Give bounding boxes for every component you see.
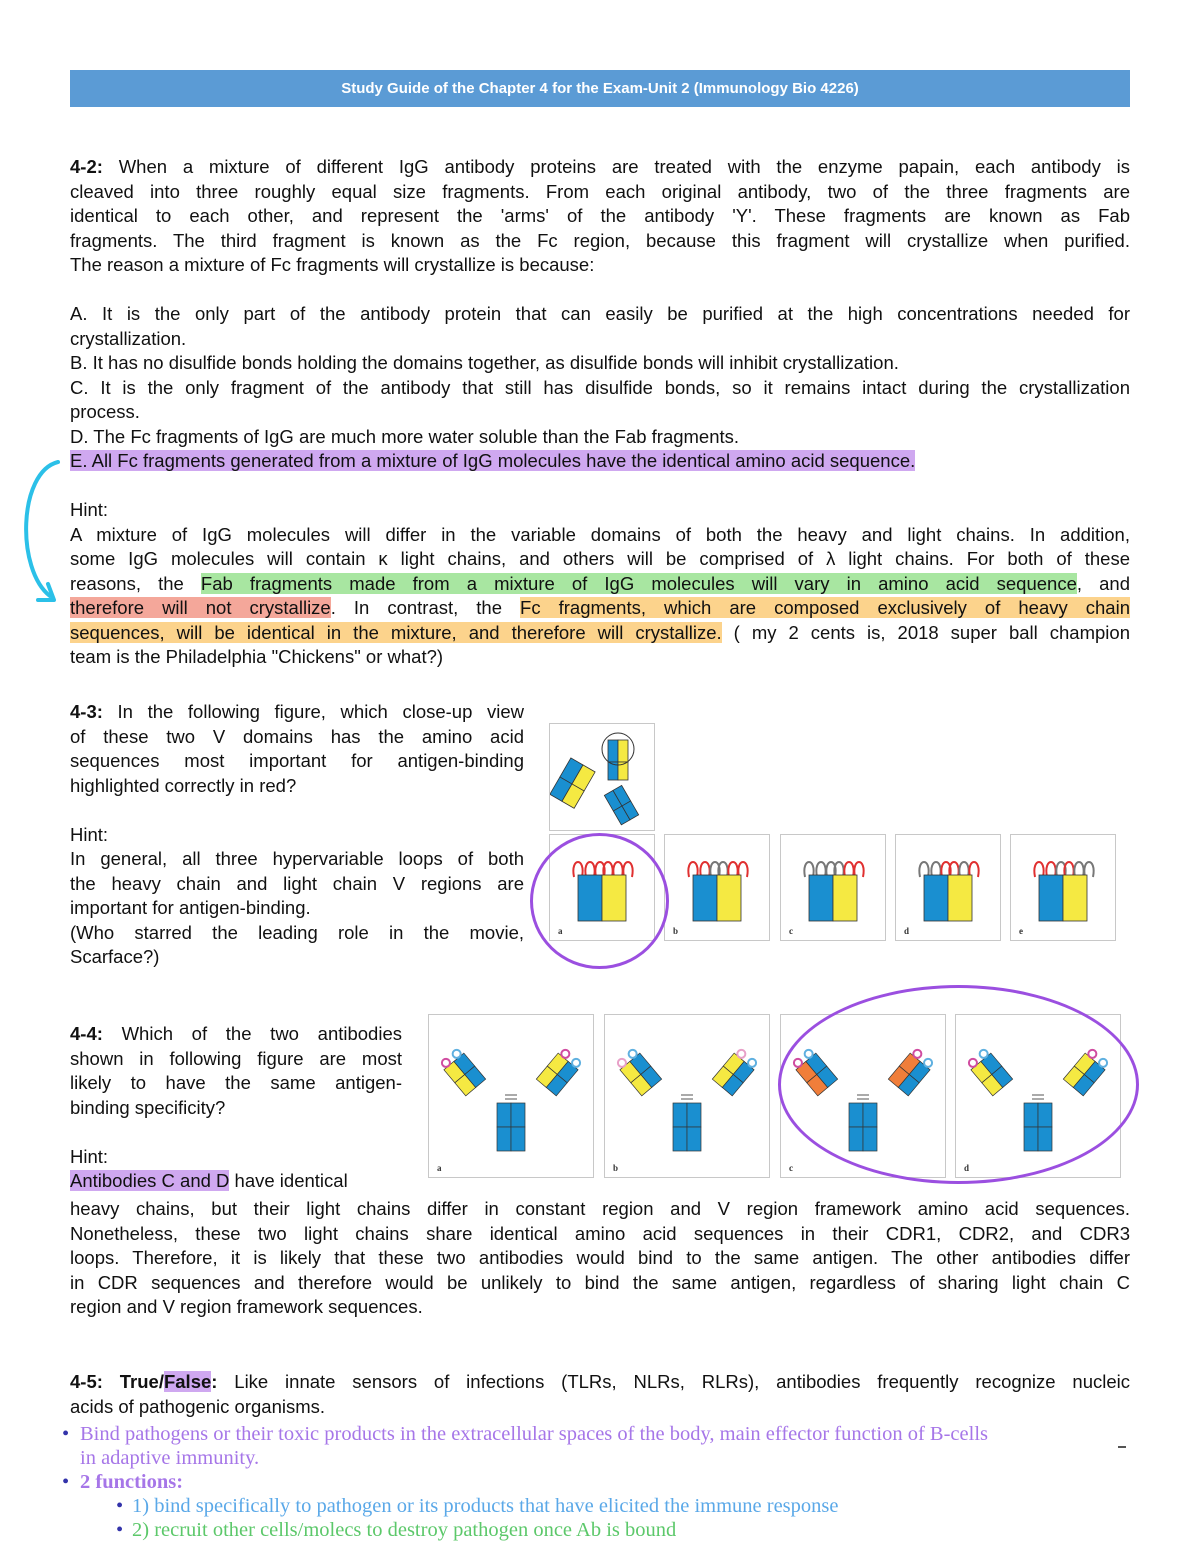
hint-text-line: Nonetheless, these two light chains share identical amino acid sequences in their CDR1, CDR2, and CDR3 <box>70 1222 1130 1244</box>
hint-text-line: region and V region framework sequences. <box>70 1296 423 1317</box>
question-text: Like innate sensors of infections (TLRs, NLRs, RLRs), antibodies frequently recognize nucleic <box>217 1371 1131 1392</box>
hint-text-line: heavy chains, but their light chains differ in constant region and V region framework amino acid sequences. <box>70 1198 1130 1219</box>
highlight-orange: Fc fragments, which are composed exclusively of heavy chain <box>520 597 1130 618</box>
option-a-cont: crystallization. <box>70 327 187 349</box>
highlight-green: Fab fragments made from a mixture of IgG molecules will vary in amino acid sequence <box>200 572 1077 594</box>
curved-arrow-icon <box>8 450 70 620</box>
option-d: D. The Fc fragments of IgG are much more water soluble than the Fab fragments. <box>70 425 740 447</box>
hint-text: reasons, the <box>70 572 201 594</box>
false-option-answer: False <box>163 1371 212 1392</box>
answer-circle-annotation <box>778 985 1139 1184</box>
hint-text-line: the heavy chain and light chain V regions are <box>70 872 524 894</box>
hint-text: have identical <box>229 1170 348 1191</box>
option-c-cont: process. <box>70 401 140 422</box>
question-number: 4-5: <box>70 1371 103 1392</box>
figure-label: a <box>558 926 563 936</box>
question-4-3 <box>70 700 524 970</box>
option-e-answer: E. All Fc fragments generated from a mixture of IgG molecules have the identical amino acid sequence. <box>70 450 916 471</box>
v-domain-closeup-panel <box>780 834 886 941</box>
hint-text-line: in CDR sequences and therefore would be unlikely to bind the same antigen, regardless of sharing light chain C <box>70 1271 1130 1293</box>
hint-text: , and <box>1076 572 1130 594</box>
question-text-line: identical to each other, and represent the 'arms' of the antibody 'Y'. These fragments are known as Fab <box>70 205 1130 226</box>
highlight-red: therefore will not crystallize <box>70 597 331 618</box>
option-a: A. It is the only part of the antibody protein that can easily be purified at the high concentrations needed for <box>70 303 1130 324</box>
hint-text-line: loops. Therefore, it is likely that these two antibodies would bind to the same antigen. The other antibodies differ <box>70 1247 1130 1268</box>
figure-label: d <box>964 1163 970 1173</box>
figure-label: c <box>789 926 793 936</box>
page-header-banner <box>70 70 1130 107</box>
figure-label: a <box>437 1163 442 1173</box>
bullet-icon: • <box>116 1495 124 1517</box>
bullet-icon: • <box>116 1519 124 1541</box>
question-text: In the following figure, which close-up view <box>117 701 525 722</box>
question-text-line: highlighted correctly in red? <box>70 774 297 796</box>
figure-label: c <box>789 1163 793 1173</box>
note-subitem: 2) recruit other cells/molecs to destroy pathogen once Ab is bound <box>132 1519 677 1541</box>
note-subitem: 1) bind specifically to pathogen or its products that have elicited the immune response <box>132 1495 839 1517</box>
hint-text: ( my 2 cents is, 2018 super ball champion <box>721 621 1130 643</box>
question-number: 4-2: <box>70 156 103 177</box>
page-number-mark <box>1118 1446 1126 1448</box>
question-number: 4-3: <box>70 701 103 722</box>
highlight-orange: sequences, will be identical in the mixture, and therefore will crystallize. <box>70 621 722 643</box>
figure-label: e <box>1019 926 1023 936</box>
hint-text-line: team is the Philadelphia "Chickens" or what?) <box>70 646 444 667</box>
bullet-icon: • <box>62 1423 70 1445</box>
question-text-line: binding specificity? <box>70 1096 226 1118</box>
question-text-line: The reason a mixture of Fc fragments will crystallize is because: <box>70 254 595 275</box>
hint-text-line: (Who starred the leading role in the movie, <box>70 921 524 943</box>
hint-text-line: Scarface?) <box>70 946 160 967</box>
question-4-4 <box>70 1022 402 1194</box>
question-number: 4-4: <box>70 1023 103 1044</box>
figure-label: d <box>904 926 910 936</box>
antibody-arm-figure <box>549 723 655 831</box>
question-text-line: of these two V domains has the amino acid <box>70 725 524 747</box>
figure-label: b <box>673 926 679 936</box>
notes-bullets <box>62 1422 1132 1542</box>
question-text-line: When a mixture of different IgG antibody proteins are treated with the enzyme papain, each antibody is <box>118 156 1130 177</box>
true-option: True/ <box>119 1371 164 1392</box>
v-domain-closeup-panel <box>664 834 770 941</box>
hint-text-line: important for antigen-binding. <box>70 897 311 918</box>
hint-text-line: some IgG molecules will contain κ light chains, and others will be comprised of λ light chains. For both of these <box>70 548 1130 569</box>
hint-4-4-body <box>70 1197 1130 1320</box>
question-text-line: shown in following figure are most <box>70 1047 402 1069</box>
note-line: Bind pathogens or their toxic products in the extracellular spaces of the body, main effector function of B-cells <box>80 1423 988 1445</box>
hint-text-line: In general, all three hypervariable loops of both <box>70 848 524 869</box>
option-c: C. It is the only fragment of the antibody that still has disulfide bonds, so it remains intact during the crystallization <box>70 376 1130 398</box>
answer-circle-annotation <box>530 833 669 969</box>
v-domain-closeup-panel <box>895 834 1001 941</box>
antibody-panel <box>428 1014 594 1178</box>
highlight-purple: Antibodies C and D <box>70 1170 230 1191</box>
hint-text-line: A mixture of IgG molecules will differ in the variable domains of both the heavy and light chains. In addition, <box>70 523 1130 545</box>
hint-label: Hint: <box>70 499 109 520</box>
antibody-panel <box>604 1014 770 1178</box>
page-title: Study Guide of the Chapter 4 for the Exam-Unit 2 (Immunology Bio 4226) <box>341 80 859 97</box>
hint-label: Hint: <box>70 1145 109 1167</box>
colon: : <box>211 1371 218 1392</box>
question-text: Which of the two antibodies <box>121 1023 402 1044</box>
hint-text: . In contrast, the <box>330 597 521 618</box>
question-text-line: acids of pathogenic organisms. <box>70 1395 326 1417</box>
question-text-line: fragments. The third fragment is known as the Fc region, because this fragment will crystallize when purified. <box>70 229 1130 251</box>
question-text-line: likely to have the same antigen- <box>70 1072 402 1093</box>
figure-label: b <box>613 1163 619 1173</box>
question-text-line: sequences most important for antigen-binding <box>70 750 524 771</box>
note-heading: 2 functions: <box>80 1471 184 1493</box>
question-4-5 <box>70 1370 1130 1419</box>
hint-label: Hint: <box>70 823 109 845</box>
question-4-2 <box>70 155 1130 670</box>
question-text-line: cleaved into three roughly equal size fragments. From each original antibody, two of the three fragments are <box>70 180 1130 202</box>
option-b: B. It has no disulfide bonds holding the domains together, as disulfide bonds will inhibit crystallization. <box>70 352 899 373</box>
note-line: in adaptive immunity. <box>80 1447 260 1469</box>
bullet-icon: • <box>62 1471 70 1493</box>
v-domain-closeup-panel <box>1010 834 1116 941</box>
